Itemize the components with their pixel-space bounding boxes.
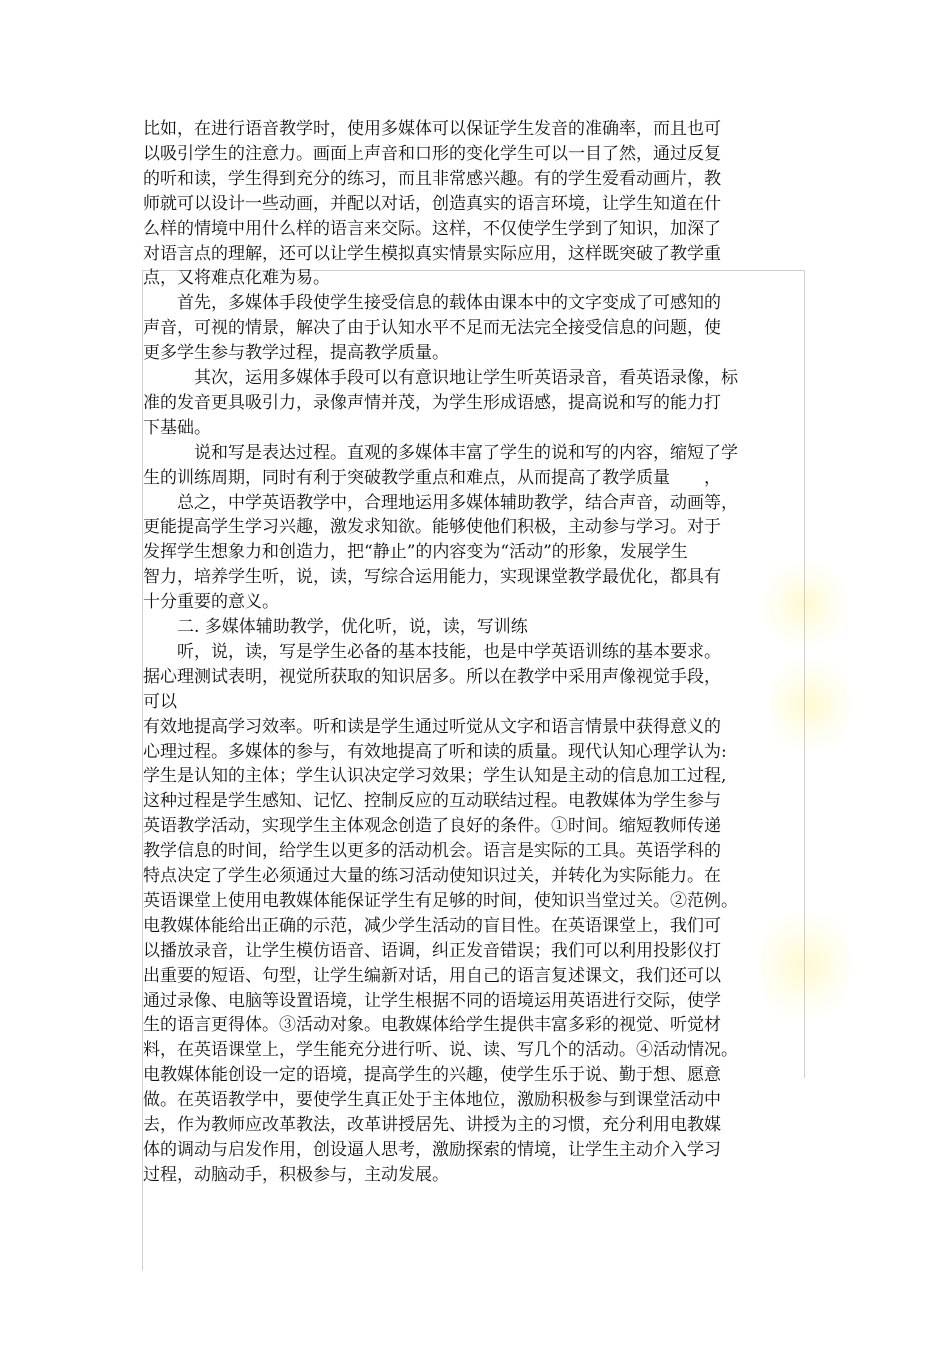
text-line: 做。在英语教学中，要使学生真正处于主体地位，激励积极参与到课堂活动中	[143, 1090, 721, 1111]
text-line: 更能提高学生学习兴趣，激发求知欲。能够使他们积极，主动参与学习。对于	[143, 517, 721, 538]
text-line: 更多学生参与教学过程，提高教学质量。	[143, 343, 449, 364]
text-line: 英语课堂上使用电教媒体能保证学生有足够的时间，使知识当堂过关。②范例。	[143, 890, 738, 911]
text-line: 对语言点的理解，还可以让学生模拟真实情景实际应用，这样既突破了教学重	[143, 243, 721, 264]
text-line: 么样的情境中用什么样的语言来交际。这样，不仅使学生学到了知识，加深了	[143, 218, 721, 239]
text-line: 发挥学生想象力和创造力，把“静止”的内容变为“活动”的形象，发展学生	[143, 542, 688, 563]
text-line: 心理过程。多媒体的参与，有效地提高了听和读的质量。现代认知心理学认为:	[143, 741, 727, 762]
text-line: 生的语言更得体。③活动对象。电教媒体给学生提供丰富多彩的视觉、听觉材	[143, 1015, 721, 1036]
frame-right-line	[804, 270, 805, 1078]
text-line: 下基础。	[143, 417, 211, 438]
text-line: 点，又将难点化难为易。	[143, 268, 330, 289]
text-line: 听，说，读，写是学生必备的基本技能，也是中学英语训练的基本要求。	[143, 641, 721, 662]
text-line: 这种过程是学生感知、记忆、控制反应的互动联结过程。电教媒体为学生参与	[143, 791, 721, 812]
text-line: 通过录像、电脑等设置语境，让学生根据不同的语境运用英语进行交际，使学	[143, 990, 721, 1011]
text-line: 总之，中学英语教学中，合理地运用多媒体辅助教学，结合声音，动画等，	[143, 492, 738, 513]
text-line: 说和写是表达过程。直观的多媒体丰富了学生的说和写的内容，缩短了学	[143, 442, 738, 463]
text-line: 学生是认知的主体；学生认识决定学习效果；学生认知是主动的信息加工过程,	[143, 766, 727, 787]
text-line: 的听和读，学生得到充分的练习，而且非常感兴趣。有的学生爱看动画片，教	[143, 168, 721, 189]
text-line: 料，在英语课堂上，学生能充分进行听、说、读、写几个的活动。④活动情况。	[143, 1040, 738, 1061]
text-line: 电教媒体能给出正确的示范，减少学生活动的盲目性。在英语课堂上，我们可	[143, 915, 721, 936]
text-line: 比如，在进行语音教学时，使用多媒体可以保证学生发音的准确率，而且也可	[143, 119, 721, 139]
text-line: 十分重要的意义。	[143, 592, 279, 613]
text-line: 师就可以设计一些动画，并配以对话，创造真实的语言环境，让学生知道在什	[143, 193, 721, 214]
text-line: 其次，运用多媒体手段可以有意识地让学生听英语录音，看英语录像，标	[143, 368, 738, 388]
text-line: 首先，多媒体手段使学生接受信息的载体由课本中的文字变成了可感知的	[143, 293, 721, 314]
text-line: 过程，动脑动手，积极参与，主动发展。	[143, 1164, 449, 1185]
text-line: 教学信息的时间，给学生以更多的活动机会。语言是实际的工具。英语学科的	[143, 841, 721, 862]
text-line: 特点决定了学生必须通过大量的练习活动使知识过关，并转化为实际能力。在	[143, 866, 721, 886]
text-line: 可以	[143, 691, 177, 712]
text-line: 据心理测试表明，视觉所获取的知识居多。所以在教学中采用声像视觉手段，	[143, 666, 721, 687]
text-line: 智力，培养学生听，说，读，写综合运用能力，实现课堂教学最优化，都具有	[143, 567, 721, 588]
text-line: 出重要的短语、句型，让学生编新对话，用自己的语言复述课文，我们还可以	[143, 965, 721, 986]
text-line: 以吸引学生的注意力。画面上声音和口形的变化学生可以一目了然，通过反复	[143, 143, 721, 164]
text-line: 二. 多媒体辅助教学，优化听，说，读，写训练	[143, 617, 528, 637]
text-line: 准的发音更具吸引力，录像声情并茂，为学生形成语感，提高说和写的能力打	[143, 392, 721, 413]
text-line: 体的调动与启发作用，创设逼人思考，激励探索的情境，让学生主动介入学习	[143, 1139, 721, 1160]
text-line: 生的训练周期，同时有利于突破教学重点和难点，从而提高了教学质量 ，	[143, 467, 721, 488]
text-line: 去，作为教师应改革教法，改革讲授居先、讲授为主的习惯，充分利用电教媒	[143, 1115, 721, 1135]
text-line: 电教媒体能创设一定的语境，提高学生的兴趣，使学生乐于说、勤于想、愿意	[143, 1065, 721, 1086]
text-line: 英语教学活动，实现学生主体观念创造了良好的条件。①时间。缩短教师传递	[143, 816, 721, 837]
text-line: 有效地提高学习效率。听和读是学生通过听觉从文字和语言情景中获得意义的	[143, 716, 721, 737]
text-line: 以播放录音，让学生模仿语音、语调，纠正发音错误；我们可以利用投影仪打	[143, 940, 721, 961]
text-line: 声音，可视的情景，解决了由于认知水平不足而无法完全接受信息的问题，使	[143, 318, 721, 339]
